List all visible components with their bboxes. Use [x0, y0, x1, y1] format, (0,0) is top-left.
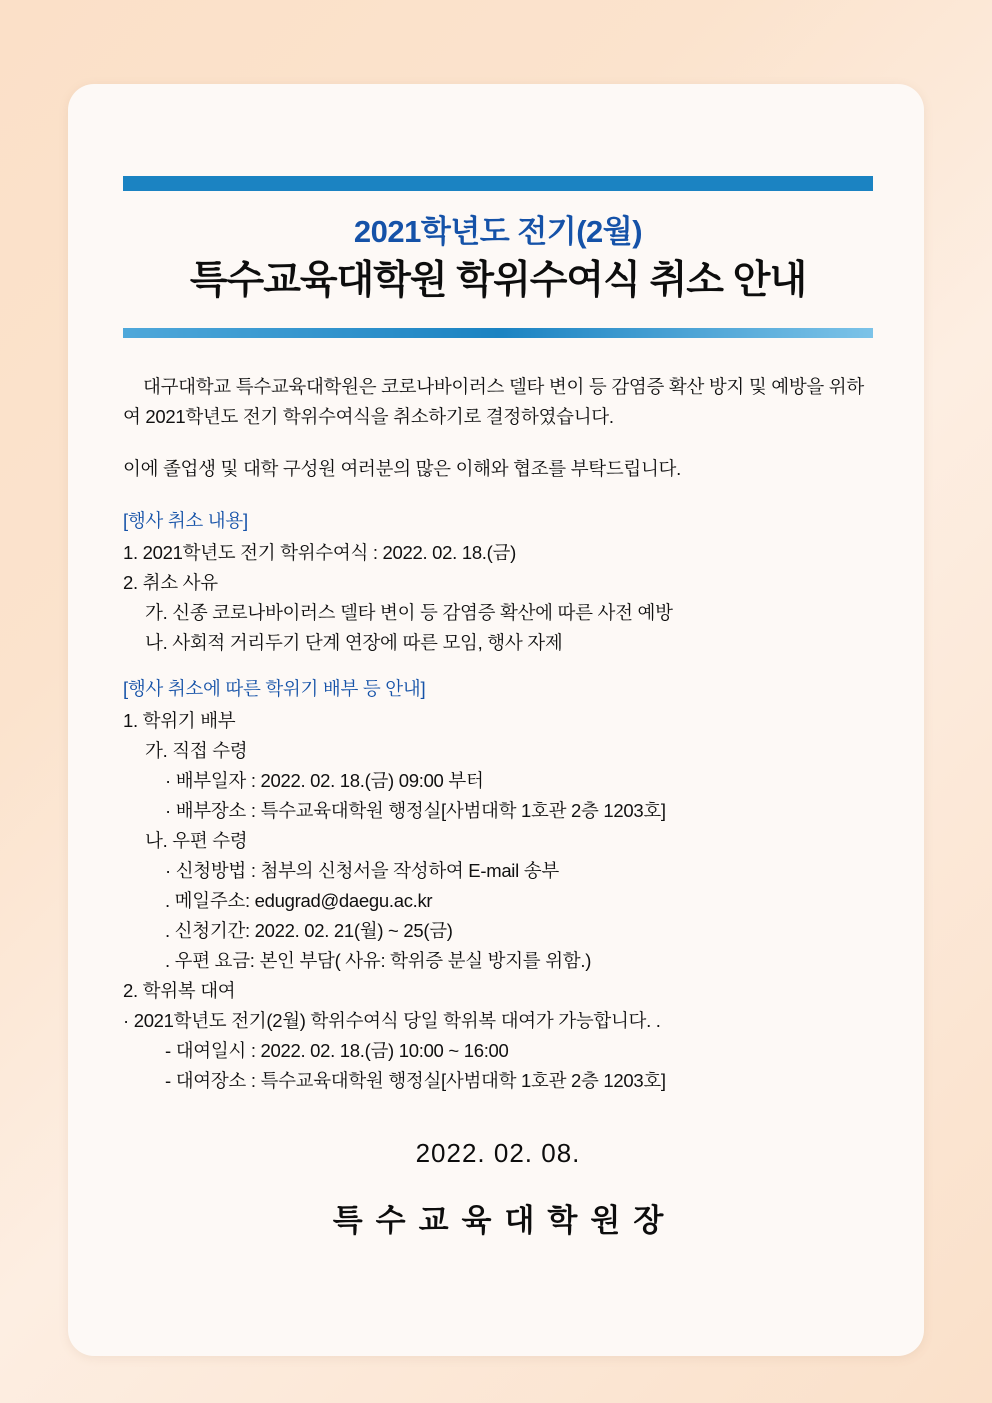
section-2-line: 가. 직접 수령 [145, 740, 248, 762]
section-2-line: · 2021학년도 전기(2월) 학위수여식 당일 학위복 대여가 가능합니다. . [123, 1009, 661, 1031]
section-2-heading: [행사 취소에 따른 학위기 배부 등 안내] [123, 678, 426, 700]
section-2-line: - 대여일시 : 2022. 02. 18.(금) 10:00 ~ 16:00 [165, 1039, 509, 1061]
section-1-line: 나. 사회적 거리두기 단계 연장에 따른 모임, 행사 자제 [145, 632, 563, 654]
signature-block [123, 1138, 873, 1240]
section-2-line: 나. 우편 수령 [145, 830, 248, 852]
section-2-line: . 메일주소: edugrad@daegu.ac.kr [165, 889, 433, 911]
section-2-line: . 신청기간: 2022. 02. 21(월) ~ 25(금) [165, 919, 453, 941]
section-2-line: 2. 학위복 대여 [123, 979, 236, 1001]
spacer [123, 432, 873, 454]
spacer [123, 658, 873, 674]
notice-content [123, 176, 873, 1240]
section-1-line: 가. 신종 코로나바이러스 델타 변이 등 감염증 확산에 따른 사전 예방 [145, 602, 673, 624]
page-title-line2: 특수교육대학원 학위수여식 취소 안내 [189, 258, 807, 302]
section-1-heading: [행사 취소 내용] [123, 510, 248, 532]
section-2-line: · 배부장소 : 특수교육대학원 행정실[사범대학 1호관 2층 1203호] [165, 800, 666, 822]
section-2-line: · 신청방법 : 첨부의 신청서을 작성하여 E-mail 송부 [165, 860, 559, 881]
section-2-line: . 우편 요금: 본인 부담( 사유: 학위증 분실 방지를 위함.) [165, 949, 592, 971]
header-rule-bottom [123, 328, 873, 338]
page-title-line1: 2021학년도 전기(2월) [353, 214, 643, 249]
signature-date: 2022. 02. 08. [415, 1137, 581, 1168]
header-rule-top [123, 176, 873, 191]
intro-paragraph-1: 대구대학교 특수교육대학원은 코로나바이러스 델타 변이 등 감염증 확산 방지 및 예방을 위하여 2021학년도 전기 학위수여식을 취소하기로 결정하였습니다. [123, 376, 864, 428]
section-1-line: 1. 2021학년도 전기 학위수여식 : 2022. 02. 18.(금) [123, 542, 516, 564]
section-2-line: - 대여장소 : 특수교육대학원 행정실[사범대학 1호관 2층 1203호] [165, 1069, 666, 1091]
intro-paragraph-2: 이에 졸업생 및 대학 구성원 여러분의 많은 이해와 협조를 부탁드립니다. [123, 458, 681, 480]
notice-body [123, 372, 873, 1095]
section-1-line: 2. 취소 사유 [123, 572, 218, 594]
spacer [123, 484, 873, 506]
notice-title-block [123, 191, 873, 316]
section-2-line: 1. 학위기 배부 [123, 710, 236, 732]
signature-issuer: 특수교육대학원장 [332, 1202, 677, 1238]
section-2-line: · 배부일자 : 2022. 02. 18.(금) 09:00 부터 [165, 770, 484, 792]
notice-page [68, 84, 924, 1356]
